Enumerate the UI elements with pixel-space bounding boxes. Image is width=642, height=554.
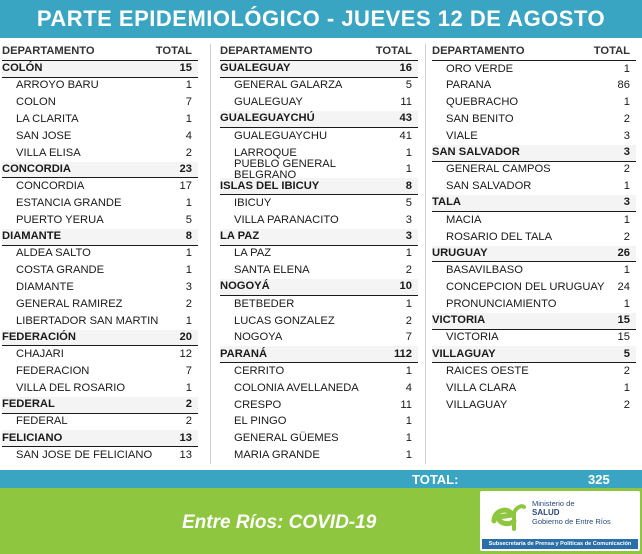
locality-row-total: 7 <box>185 364 192 377</box>
locality-row-total: 7 <box>185 96 192 109</box>
locality-row <box>220 380 418 397</box>
locality-row <box>432 111 636 128</box>
locality-row <box>432 178 636 195</box>
locality-row-total: 3 <box>185 280 192 293</box>
locality-row <box>2 262 198 279</box>
locality-row <box>2 212 198 229</box>
logo-line-3: Gobierno de Entre Ríos <box>532 517 611 526</box>
department-row-name: LA PAZ <box>220 230 260 243</box>
locality-row <box>220 246 418 263</box>
locality-row <box>432 363 636 380</box>
department-row-total: 8 <box>185 230 192 243</box>
locality-row-total: 1 <box>623 297 630 310</box>
locality-row-name: PRONUNCIAMIENTO <box>446 297 557 310</box>
locality-row-name: NOGOYA <box>234 331 283 344</box>
locality-row <box>2 94 198 111</box>
locality-row-total: 2 <box>623 230 630 243</box>
department-row <box>432 145 636 162</box>
locality-row <box>2 447 198 464</box>
department-row-total: 3 <box>623 146 630 159</box>
department-row-name: GUALEGUAY <box>220 62 291 75</box>
locality-row-name: CONCEPCION DEL URUGUAY <box>446 280 605 293</box>
department-row <box>220 229 418 246</box>
report-title: PARTE EPIDEMIOLÓGICO - JUEVES 12 DE AGOSTO <box>36 6 606 31</box>
column-header-name: DEPARTAMENTO <box>220 45 313 58</box>
logo-subtitle: Subsecretaría de Prensa y Políticas de Comunicación <box>482 539 638 549</box>
locality-row-name: IBICUY <box>234 196 272 209</box>
locality-row <box>432 128 636 145</box>
locality-row-name: COLON <box>16 96 56 109</box>
locality-row-name: ORO VERDE <box>446 62 514 75</box>
locality-row-name: GENERAL GALARZA <box>234 79 343 92</box>
department-row-name: GUALEGUAYCHÚ <box>220 112 315 125</box>
locality-row-name: COLONIA AVELLANEDA <box>234 381 359 394</box>
locality-row <box>220 363 418 380</box>
department-row <box>2 61 198 78</box>
department-row-name: TALA <box>432 196 461 209</box>
locality-row-total: 15 <box>617 331 630 344</box>
locality-row <box>2 195 198 212</box>
locality-row-total: 2 <box>623 364 630 377</box>
locality-row <box>2 78 198 95</box>
department-row-name: DIAMANTE <box>2 230 62 243</box>
locality-row-total: 5 <box>185 213 192 226</box>
department-row-name: FELICIANO <box>2 431 63 444</box>
locality-row <box>220 430 418 447</box>
column-divider <box>425 44 426 464</box>
locality-row-name: ROSARIO DEL TALA <box>446 230 553 243</box>
locality-row <box>432 279 636 296</box>
department-row <box>220 346 418 363</box>
locality-row-name: VILLA PARANACITO <box>234 213 339 226</box>
department-row-name: FEDERACIÓN <box>2 330 76 343</box>
locality-row-name: SAN JOSE <box>16 129 72 142</box>
locality-row-name: DIAMANTE <box>16 280 74 293</box>
department-row-total: 3 <box>405 230 412 243</box>
locality-row-total: 2 <box>405 264 412 277</box>
department-row-total: 13 <box>179 431 192 444</box>
locality-row-total: 1 <box>405 432 412 445</box>
locality-row-total: 1 <box>623 180 630 193</box>
department-row <box>2 397 198 414</box>
locality-row-total: 12 <box>179 348 192 361</box>
locality-row <box>220 212 418 229</box>
logo-line-1: Ministerio de <box>532 499 575 508</box>
total-value: 325 <box>588 472 610 487</box>
locality-row-name: GUALEGUAY <box>234 96 303 109</box>
locality-row <box>220 397 418 414</box>
locality-row-total: 1 <box>185 381 192 394</box>
locality-row-name: PUEBLO GENERAL BELGRANO <box>234 157 336 181</box>
locality-row-total: 1 <box>405 297 412 310</box>
locality-row <box>2 178 198 195</box>
locality-row <box>2 380 198 397</box>
column-header-name: DEPARTAMENTO <box>2 45 95 58</box>
locality-row-total: 1 <box>405 415 412 428</box>
locality-row-total: 1 <box>405 448 412 461</box>
locality-row-name: MARIA GRANDE <box>234 448 320 461</box>
locality-row-name: SAN SALVADOR <box>446 180 532 193</box>
locality-row-total: 1 <box>185 247 192 260</box>
column-header <box>220 44 418 61</box>
locality-row-name: RAICES OESTE <box>446 364 529 377</box>
department-row-name: VILLAGUAY <box>432 347 496 360</box>
locality-row-total: 2 <box>185 297 192 310</box>
locality-row <box>220 330 418 347</box>
footer-banner <box>0 488 642 554</box>
ministry-logo <box>480 491 640 551</box>
locality-row-name: CHAJARI <box>16 348 64 361</box>
locality-row-name: LA CLARITA <box>16 112 79 125</box>
locality-row-total: 17 <box>179 180 192 193</box>
locality-row-total: 2 <box>185 146 192 159</box>
locality-row-total: 11 <box>400 398 412 411</box>
locality-row <box>220 128 418 145</box>
column-header-total: TOTAL <box>593 45 630 58</box>
column-header-name: DEPARTAMENTO <box>432 45 525 58</box>
department-row <box>2 330 198 347</box>
locality-row-total: 13 <box>179 448 192 461</box>
locality-row-total: 2 <box>185 415 192 428</box>
locality-row-name: GUALEGUAYCHU <box>234 129 328 142</box>
department-row-total: 15 <box>617 314 630 327</box>
locality-row-total: 1 <box>185 264 192 277</box>
locality-row-name: SAN JOSE DE FELICIANO <box>16 448 153 461</box>
locality-row <box>432 397 636 414</box>
locality-row-name: ARROYO BARU <box>16 79 99 92</box>
locality-row <box>220 157 418 181</box>
locality-row-name: LARROQUE <box>234 146 297 159</box>
locality-row-name: GENERAL CAMPOS <box>446 163 551 176</box>
locality-row-name: VILLA CLARA <box>446 381 517 394</box>
report-header <box>0 0 642 38</box>
locality-row-total: 7 <box>405 331 412 344</box>
locality-row <box>2 246 198 263</box>
department-row-total: 5 <box>623 347 630 360</box>
locality-row <box>2 346 198 363</box>
department-row-name: PARANÁ <box>220 347 268 360</box>
locality-row-name: CRESPO <box>234 398 282 411</box>
department-row-name: ISLAS DEL IBICUY <box>220 179 320 192</box>
locality-row <box>432 380 636 397</box>
locality-row-total: 1 <box>405 364 412 377</box>
department-row <box>2 229 198 246</box>
locality-row-name: LA PAZ <box>234 247 272 260</box>
locality-row-name: COSTA GRANDE <box>16 264 105 277</box>
department-row <box>2 430 198 447</box>
locality-row-total: 1 <box>623 381 630 394</box>
locality-row <box>432 212 636 229</box>
locality-row-total: 1 <box>623 264 630 277</box>
locality-row-name: FEDERACION <box>16 364 90 377</box>
locality-row <box>2 128 198 145</box>
locality-row <box>220 414 418 431</box>
locality-row <box>220 262 418 279</box>
locality-row-total: 1 <box>405 247 412 260</box>
department-row <box>2 162 198 179</box>
department-row-total: 3 <box>623 196 630 209</box>
locality-row <box>220 313 418 330</box>
department-row <box>432 195 636 212</box>
locality-row-name: PARANA <box>446 79 492 92</box>
column-header <box>432 44 636 61</box>
locality-row-total: 2 <box>623 163 630 176</box>
locality-row-name: VILLAGUAY <box>446 398 508 411</box>
locality-row-total: 1 <box>623 62 630 75</box>
locality-row <box>432 229 636 246</box>
table-column-2 <box>220 44 418 464</box>
locality-row <box>2 145 198 162</box>
locality-row-name: FEDERAL <box>16 415 68 428</box>
locality-row <box>432 262 636 279</box>
locality-row-total: 41 <box>399 129 412 142</box>
locality-row-name: BETBEDER <box>234 297 295 310</box>
locality-row-total: 11 <box>400 96 412 109</box>
locality-row-name: CONCORDIA <box>16 180 85 193</box>
locality-row-total: 5 <box>405 79 412 92</box>
locality-row-name: ESTANCIA GRANDE <box>16 196 122 209</box>
locality-row-total: 1 <box>185 314 192 327</box>
department-row-total: 16 <box>399 62 412 75</box>
department-row <box>220 111 418 128</box>
logo-text <box>532 499 611 526</box>
department-row <box>432 313 636 330</box>
locality-row-total: 2 <box>623 112 630 125</box>
locality-row-total: 1 <box>405 163 412 176</box>
locality-row-name: QUEBRACHO <box>446 96 519 109</box>
locality-row-name: GENERAL RAMIREZ <box>16 297 123 310</box>
locality-row-name: GENERAL GÜEMES <box>234 432 339 445</box>
locality-row-name: VICTORIA <box>446 331 499 344</box>
locality-row-name: MACIA <box>446 213 482 226</box>
department-row-name: SAN SALVADOR <box>432 146 520 159</box>
locality-row <box>2 313 198 330</box>
department-row <box>432 346 636 363</box>
locality-row-name: SAN BENITO <box>446 112 514 125</box>
locality-row <box>432 61 636 78</box>
department-row-total: 26 <box>617 246 630 259</box>
column-header-total: TOTAL <box>155 45 192 58</box>
department-row-total: 2 <box>185 398 192 411</box>
department-row <box>432 246 636 263</box>
locality-row-name: LIBERTADOR SAN MARTIN <box>16 314 159 327</box>
department-row-name: VICTORIA <box>432 314 486 327</box>
department-row-total: 23 <box>179 162 192 175</box>
locality-row-name: PUERTO YERUA <box>16 213 104 226</box>
locality-row-name: BASAVILBASO <box>446 264 523 277</box>
locality-row <box>220 94 418 111</box>
locality-row-total: 1 <box>185 79 192 92</box>
locality-row-name: VIALE <box>446 129 478 142</box>
locality-row <box>2 363 198 380</box>
department-row-total: 15 <box>179 62 192 75</box>
locality-row-total: 3 <box>405 213 412 226</box>
locality-row-total: 5 <box>405 196 412 209</box>
locality-row-total: 4 <box>185 129 192 142</box>
locality-row <box>220 447 418 464</box>
column-header <box>2 44 198 61</box>
department-row-name: CONCORDIA <box>2 162 71 175</box>
locality-row-name: VILLA ELISA <box>16 146 81 159</box>
locality-row <box>432 162 636 179</box>
locality-row-total: 4 <box>405 381 412 394</box>
locality-row <box>2 414 198 431</box>
department-row-total: 112 <box>393 347 412 360</box>
locality-row-name: ALDEA SALTO <box>16 247 91 260</box>
department-row <box>220 61 418 78</box>
department-row-name: FEDERAL <box>2 398 55 411</box>
logo-line-2: SALUD <box>532 508 560 517</box>
table-column-3 <box>432 44 636 414</box>
footer-slogan: Entre Ríos: COVID-19 <box>182 512 377 533</box>
department-row <box>220 279 418 296</box>
locality-row-total: 1 <box>623 96 630 109</box>
er-logo-icon <box>488 499 526 533</box>
locality-row-name: EL PINGO <box>234 415 287 428</box>
locality-row-name: VILLA DEL ROSARIO <box>16 381 126 394</box>
locality-row-total: 86 <box>617 79 630 92</box>
locality-row-total: 2 <box>623 398 630 411</box>
locality-row-total: 1 <box>623 213 630 226</box>
locality-row-total: 1 <box>185 112 192 125</box>
locality-row-total: 24 <box>617 280 630 293</box>
locality-row <box>432 330 636 347</box>
locality-row-name: LUCAS GONZALEZ <box>234 314 335 327</box>
department-row-name: NOGOYÁ <box>220 280 270 293</box>
department-row-name: URUGUAY <box>432 246 488 259</box>
locality-row <box>220 78 418 95</box>
department-row-total: 8 <box>405 179 412 192</box>
cases-table <box>0 44 642 464</box>
department-row-total: 20 <box>179 330 192 343</box>
department-row-total: 10 <box>399 280 412 293</box>
total-bar <box>0 470 642 488</box>
locality-row <box>220 195 418 212</box>
locality-row <box>432 94 636 111</box>
department-row-name: COLÓN <box>2 62 43 75</box>
column-header-total: TOTAL <box>375 45 412 58</box>
locality-row <box>2 296 198 313</box>
locality-row <box>432 78 636 95</box>
department-row-total: 43 <box>399 112 412 125</box>
total-label: TOTAL: <box>412 472 459 487</box>
locality-row-total: 1 <box>185 196 192 209</box>
locality-row-total: 3 <box>623 129 630 142</box>
locality-row <box>2 111 198 128</box>
locality-row-name: CERRITO <box>234 364 285 377</box>
locality-row-total: 1 <box>405 146 412 159</box>
locality-row <box>2 279 198 296</box>
locality-row-total: 2 <box>405 314 412 327</box>
locality-row <box>220 296 418 313</box>
locality-row-name: SANTA ELENA <box>234 264 310 277</box>
table-column-1 <box>2 44 198 464</box>
column-divider <box>210 44 211 464</box>
locality-row <box>432 296 636 313</box>
